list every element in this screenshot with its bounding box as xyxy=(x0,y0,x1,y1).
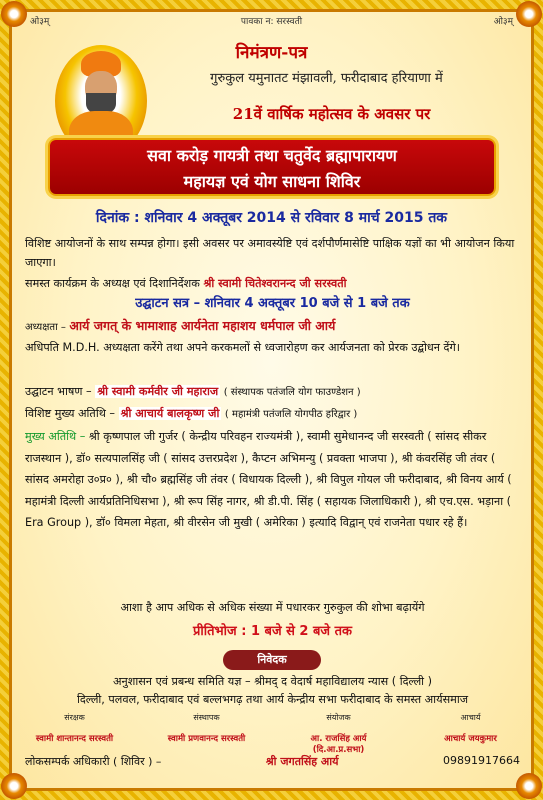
guest-label: विशिष्ट मुख्य अतिथि – xyxy=(25,407,116,420)
corner-ornament xyxy=(516,1,542,27)
chair-name: श्री स्वामी चितेश्वरानन्द जी सरस्वती xyxy=(203,277,347,290)
presidency-line xyxy=(25,316,520,337)
banner-line-2: महायज्ञ एवं योग साधना शिविर xyxy=(183,172,361,191)
signatories xyxy=(25,712,520,755)
presidency-name: आर्य जगत् के भामाशाह आर्यनेता महाशय धर्मपाल जी आर्य xyxy=(69,318,336,333)
chief-text: श्री कृष्णपाल जी गुर्जर ( केन्द्रीय परिवहन राज्यमंत्री ), स्वामी सुमेधानन्द जी सरस्वती ( सांसद सीकर राजस्थान ), डॉ० सत्यपालसिंह जी ( सांसद उत्तरप्रदेश ), कैप्टन अभिमन्यु ( प्रवक्ता भाजपा ), श्री कंवरसिंह जी तंवर ( सांसद अमरोहा उ०प्र० ), श्री चौ० ब्रह्मसिंह जी तंवर ( विधायक दिल्ली ), श्री विपुल गोयल जी फरीदाबाद, श्री विनय आर्य ( महामंत्री दिल्ली आर्यप्रतिनिधिसभा ), श्री रूप सिंह नागर, श्री डी.पी. सिंह ( सहायक जिलाधिकारी ), श्री एच.एस. भड़ाना ( Era Group ), डॉ० विमला मेहता, श्री वीरसेन जी मुखी ( अमेरिका ) इत्यादि विद्वान् एवं राजनेता पधार रहे हैं। xyxy=(25,430,512,529)
presidency-label: अध्यक्षता – xyxy=(25,322,66,333)
hope-line: आशा है आप अधिक से अधिक संख्या में पधारकर गुरुकुल की शोभा बढ़ायेंगे xyxy=(120,601,425,614)
speech-label: उद्घाटन भाषण – xyxy=(25,385,92,398)
chair-line xyxy=(25,274,520,293)
pr-label: लोकसम्पर्क अधिकारी ( शिविर ) – xyxy=(25,755,162,768)
om-right: ओ३म् xyxy=(493,17,513,27)
organiser-line-2: दिल्ली, पलवल, फरीदाबाद एवं बल्लभगढ़ तथा आर्य केन्द्रीय सभा फरीदाबाद के समस्त आर्यसमाज xyxy=(76,693,469,706)
organiser-line-1: अनुशासन एवं प्रबन्ध समिति यज्ञ – श्रीमद् द वेदार्ष महाविद्यालय न्यास ( दिल्ली ) xyxy=(112,675,432,688)
feast-line: प्रीतिभोज : 1 बजे से 2 बजे तक xyxy=(193,624,352,639)
nivedak-badge: निवेदक xyxy=(223,650,321,670)
pr-name: श्री जगतसिंह आर्य xyxy=(265,755,339,768)
phone-number: 09891917664 xyxy=(443,754,520,767)
venue-line: गुरुकुल यमुनातट मंझावली, फरीदाबाद हरियाणा में xyxy=(210,71,443,86)
special-guest-line xyxy=(25,404,520,424)
inauguration-session: उद्घाटन सत्र – शनिवार 4 अक्तूबर 10 बजे से 1 बजे तक xyxy=(135,296,410,311)
page-title: निमंत्रण-पत्र xyxy=(235,43,308,63)
corner-ornament xyxy=(1,773,27,799)
chief-label: मुख्य अतिथि – xyxy=(25,430,86,443)
event-banner xyxy=(48,138,496,196)
mantra-center: पावका न: सरस्वती xyxy=(240,17,303,27)
signatory: संस्थापक स्वामी प्रणवानन्द सरस्वती xyxy=(167,713,246,744)
mdh-paragraph: अधिपति M.D.H. अध्यक्षता करेंगे तथा अपने करकमलों से ध्वजारोहण कर आर्यजनता को प्रेरक उद्बोधन देंगे। xyxy=(25,341,461,354)
speech-name: श्री स्वामी कर्मवीर जी महाराज xyxy=(97,385,219,398)
guest-desc: ( महामंत्री पतंजलि योगपीठ हरिद्वार ) xyxy=(224,409,358,420)
signatory: संयोजक आ. राजसिंह आर्य (दि.आ.प्र.सभा) xyxy=(310,713,367,755)
signatory: संरक्षक स्वामी शान्तानन्द सरस्वती xyxy=(35,713,114,744)
contact-line xyxy=(25,754,520,769)
corner-ornament xyxy=(516,773,542,799)
banner-line-1: सवा करोड़ गायत्री तथा चतुर्वेद ब्रह्मापारायण xyxy=(147,146,397,165)
top-mantra-line xyxy=(30,14,513,27)
event-dates: दिनांक : शनिवार 4 अक्तूबर 2014 से रविवार 8 मार्च 2015 तक xyxy=(95,210,448,226)
intro-paragraph: विशिष्ट आयोजनों के साथ सम्पन्न होगा। इसी अवसर पर अमावस्येष्टि एवं दर्शपौर्णमासेष्टि पाक्षिक यज्ञों का भी आयोजन किया जाएगा। xyxy=(25,237,515,269)
signatory: आचार्य आचार्य जयकुमार xyxy=(444,713,497,744)
corner-ornament xyxy=(1,1,27,27)
guest-name: श्री आचार्य बालकृष्ण जी xyxy=(120,407,220,420)
chair-label: समस्त कार्यक्रम के अध्यक्ष एवं दिशानिर्देशक xyxy=(25,277,200,290)
speech-desc: ( संस्थापक पतंजलि योग फाउण्डेशन ) xyxy=(223,387,361,398)
occasion-line: 21वें वार्षिक महोत्सव के अवसर पर xyxy=(232,105,431,123)
speech-line xyxy=(25,382,520,402)
om-left: ओ३म् xyxy=(30,17,50,27)
chief-guests-paragraph xyxy=(25,426,520,534)
